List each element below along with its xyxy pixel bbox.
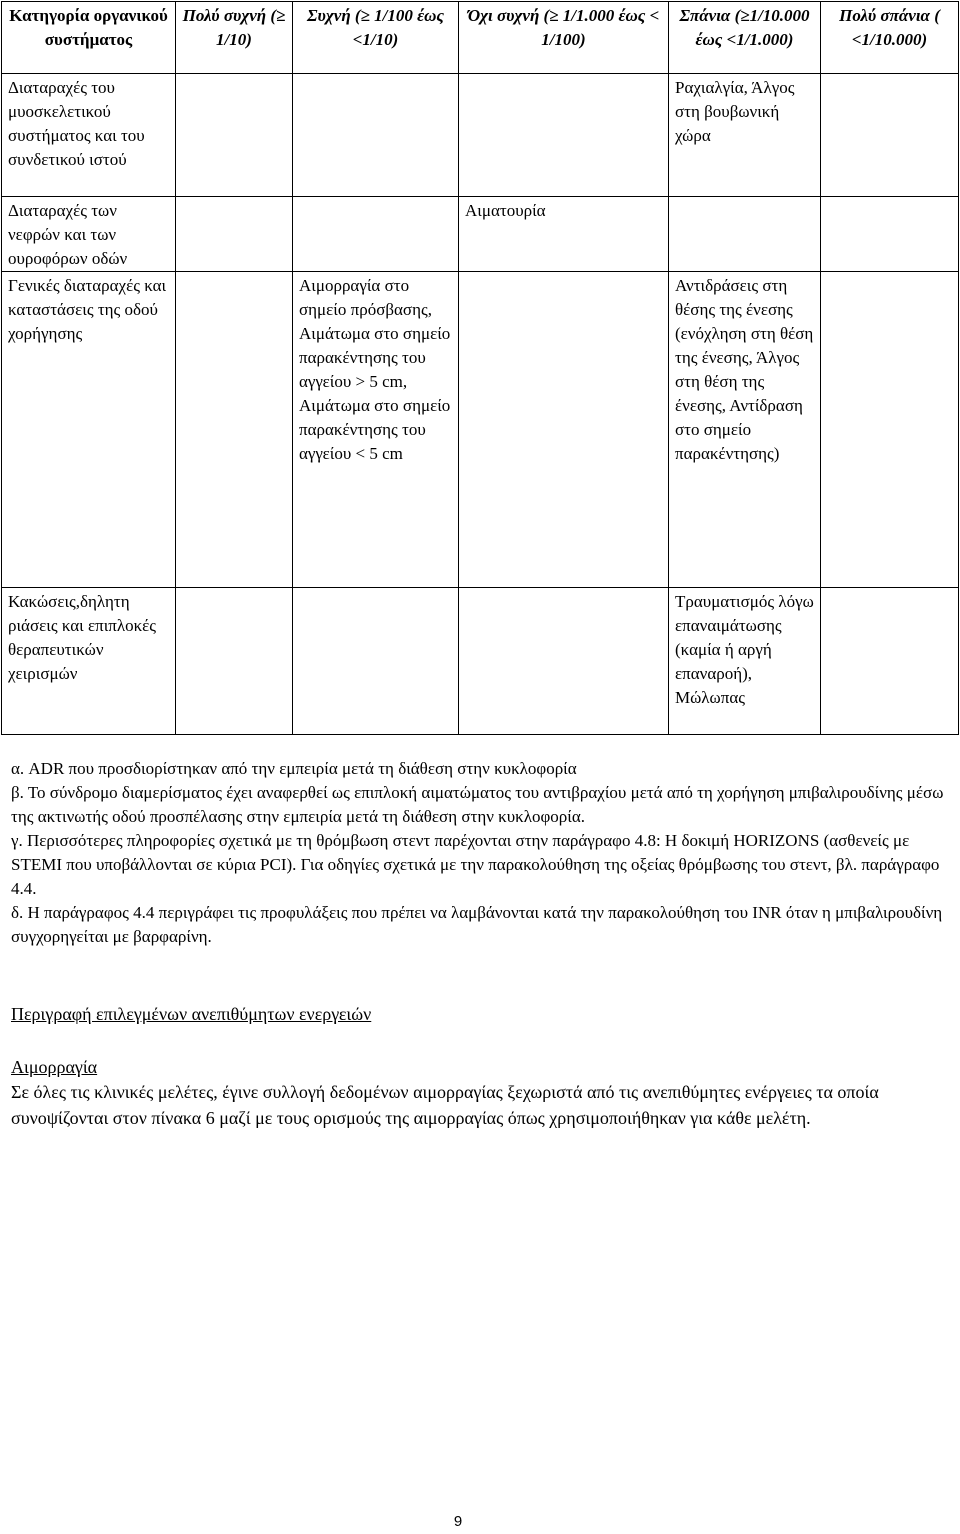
cell-rare: Αντιδράσεις στη θέσης της ένεσης (ενόχληση στη θέση της ένεσης, Άλγος στη θέση της ένεσης, Αντίδραση στο σημείο παρακέντησης): [669, 272, 821, 588]
footnote: α. ADR που προσδιορίστηκαν από την εμπειρία μετά τη διάθεση στην κυκλοφορία: [11, 759, 577, 778]
cell-uncommon: [459, 272, 669, 588]
cell-very-common: [176, 74, 293, 197]
cell-very-common: [176, 588, 293, 735]
footnote: γ. Περισσότερες πληροφορίες σχετικά με τη θρόμβωση στεντ παρέχονται στην παράγραφο 4.8: Η δοκιμή HORIZONS (ασθενείς με STEMI που υποβάλλονται σε κύρια PCI). Για οδηγίες σχετικά με την παρακολούθηση της οξείας θρόμβωσης του στεντ, βλ. παράγραφο 4.4.: [11, 831, 940, 898]
header-rare: Σπάνια (≥1/10.000 έως <1/1.000): [669, 2, 821, 74]
cell-common: [293, 74, 459, 197]
header-system-organ-class: Κατηγορία οργανικού συστήματος: [2, 2, 176, 74]
table-row: [2, 74, 959, 197]
cell-rare: Ραχιαλγία, Άλγος στη βουβωνική χώρα: [669, 74, 821, 197]
table-footnotes: [11, 757, 946, 949]
cell-rare: Τραυματισμός λόγω επαναιμάτωσης (καμία ή αργή επαναροή), Μώλωπας: [669, 588, 821, 735]
footnote: δ. Η παράγραφος 4.4 περιγράφει τις προφυλάξεις που πρέπει να λαμβάνονται κατά την παρακολούθηση του INR όταν η μπιβαλιρουδίνη συγχορηγείται με βαρφαρίνη.: [11, 903, 943, 946]
section-heading: Περιγραφή επιλεγμένων ανεπιθύμητων ενεργειών: [11, 1004, 372, 1024]
header-very-rare: Πολύ σπάνια ( <1/10.000): [821, 2, 959, 74]
cell-very-rare: [821, 197, 959, 272]
cell-uncommon: [459, 74, 669, 197]
page-number: 9: [453, 1513, 463, 1530]
header-very-common: Πολύ συχνή (≥ 1/10): [176, 2, 293, 74]
cell-system: Γενικές διαταραχές και καταστάσεις της οδού χορήγησης: [2, 272, 176, 588]
adverse-reactions-table: [1, 1, 959, 735]
cell-very-rare: [821, 74, 959, 197]
cell-common: [293, 588, 459, 735]
table-row: [2, 272, 959, 588]
cell-common: Αιμορραγία στο σημείο πρόσβασης, Αιμάτωμα στο σημείο παρακέντησης του αγγείου > 5 cm, Αιμάτωμα στο σημείο παρακέντησης του αγγείου < 5 cm: [293, 272, 459, 588]
cell-rare: [669, 197, 821, 272]
table-row: [2, 588, 959, 735]
cell-uncommon: [459, 588, 669, 735]
cell-uncommon: Αιματουρία: [459, 197, 669, 272]
cell-system: Διαταραχές του μυοσκελετικού συστήματος και του συνδετικού ιστού: [2, 74, 176, 197]
cell-very-rare: [821, 588, 959, 735]
header-uncommon: Όχι συχνή (≥ 1/1.000 έως < 1/100): [459, 2, 669, 74]
cell-very-rare: [821, 272, 959, 588]
subsection-heading: Αιμορραγία: [11, 1057, 98, 1077]
header-common: Συχνή (≥ 1/100 έως <1/10): [293, 2, 459, 74]
cell-system: Διαταραχές των νεφρών και των ουροφόρων οδών: [2, 197, 176, 272]
body-paragraph: Σε όλες τις κλινικές μελέτες, έγινε συλλογή δεδομένων αιμορραγίας ξεχωριστά από τις ανεπιθύμητες ενέργειες τα οποία συνοψίζονται στον πίνακα 6 μαζί με τους ορισμούς της αιμορραγίας όπως χρησιμοποιήθηκαν για κάθε μελέτη.: [11, 1082, 879, 1128]
table-row: [2, 197, 959, 272]
cell-common: [293, 197, 459, 272]
cell-very-common: [176, 272, 293, 588]
cell-system: Κακώσεις,δηλητη ριάσεις και επιπλοκές θεραπευτικών χειρισμών: [2, 588, 176, 735]
footnote: β. Το σύνδρομο διαμερίσματος έχει αναφερθεί ως επιπλοκή αιματώματος του αντιβραχίου μετά από τη χορήγηση μπιβαλιρουδίνης μέσω της ακτινωτής οδού προσπέλασης στην εμπειρία μετά τη διάθεση στην κυκλοφορία.: [11, 783, 944, 826]
table-header-row: [2, 2, 959, 74]
cell-very-common: [176, 197, 293, 272]
